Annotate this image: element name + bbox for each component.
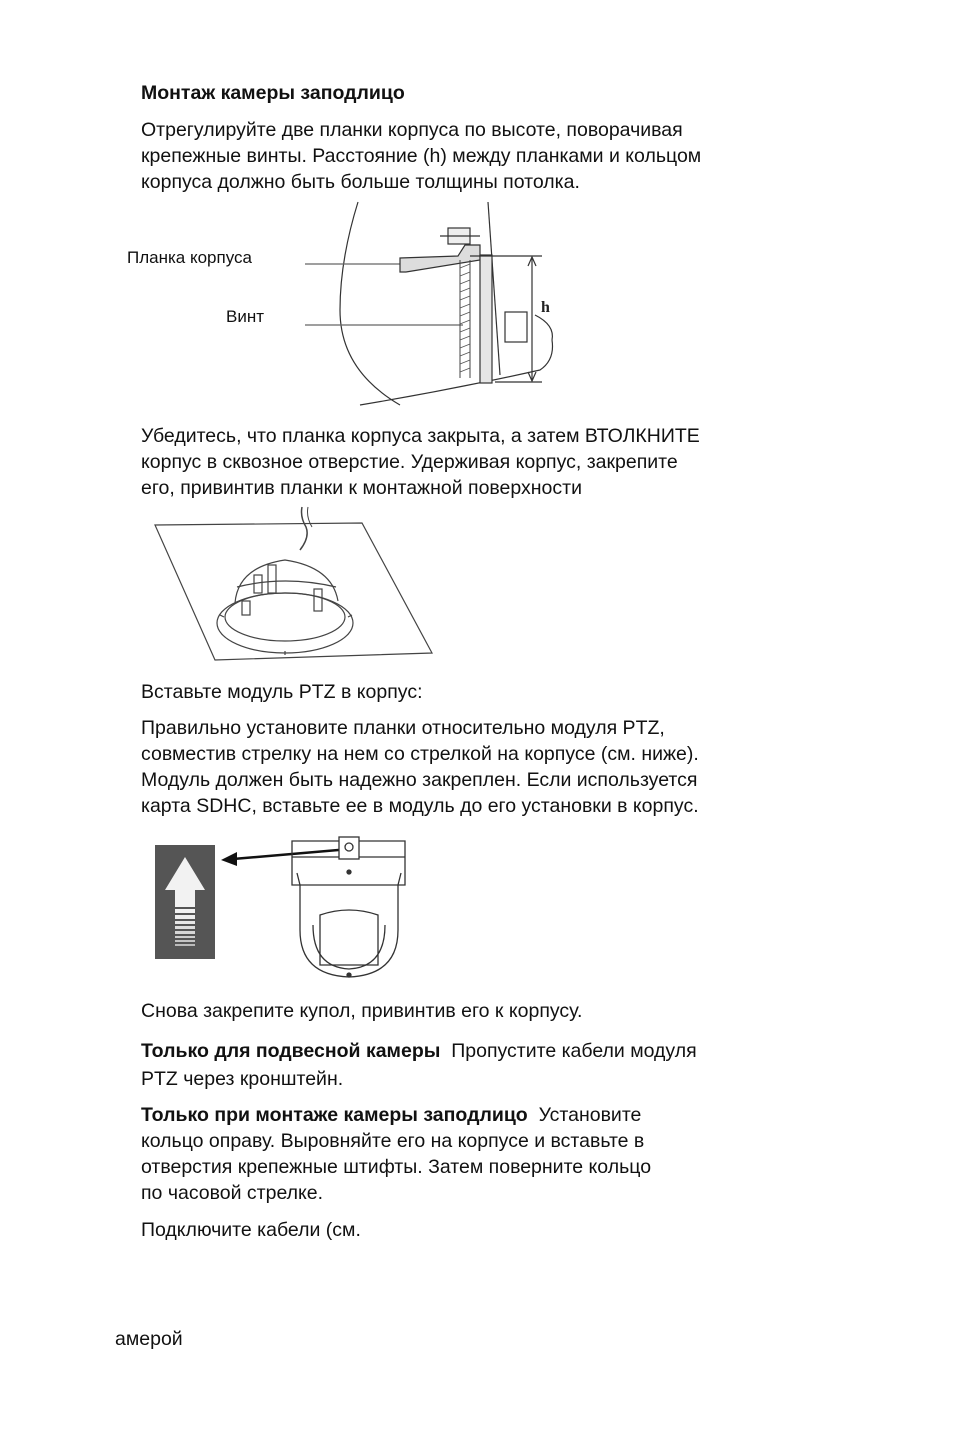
bracket-height-illustration bbox=[300, 200, 560, 410]
dimension-h-label: h bbox=[541, 299, 550, 316]
section-title: Монтаж камеры заподлицо bbox=[141, 82, 405, 104]
paragraph-line: Убедитесь, что планка корпуса закрыта, а затем ВТОЛКНИТЕ bbox=[141, 425, 700, 447]
paragraph-align-brackets bbox=[141, 715, 699, 819]
paragraph-flush-only bbox=[141, 1102, 651, 1206]
alignment-arrow-icon bbox=[155, 845, 215, 959]
paragraph-line: крепежные винты. Расстояние (h) между планками и кольцом bbox=[141, 145, 702, 167]
paragraph-line: Отрегулируйте две планки корпуса по высоте, поворачивая bbox=[141, 119, 683, 141]
pendant-only-text: Пропустите кабели модуля bbox=[451, 1040, 697, 1062]
label-housing-bracket: Планка корпуса bbox=[127, 248, 252, 267]
ptz-alignment-illustration bbox=[155, 835, 415, 985]
pendant-only-heading: Только для подвесной камеры bbox=[141, 1040, 441, 1062]
paragraph-line: Правильно установите планки относительно модуля PTZ, bbox=[141, 717, 665, 739]
paragraph-line: корпус в сквозное отверстие. Удерживая корпус, закрепите bbox=[141, 451, 678, 473]
housing-in-ceiling-illustration bbox=[150, 505, 440, 665]
paragraph-line: его, привинтив планки к монтажной поверхности bbox=[141, 477, 582, 499]
ptz-module bbox=[292, 837, 405, 977]
paragraph-line bbox=[141, 1038, 697, 1064]
paragraph-pendant-only bbox=[141, 1038, 697, 1092]
paragraph-push-housing bbox=[141, 423, 700, 501]
paragraph-reattach-dome: Снова закрепите купол, привинтив его к корпусу. bbox=[141, 1000, 583, 1022]
paragraph-line: кольцо оправу. Выровняйте его на корпусе и вставьте в bbox=[141, 1130, 645, 1152]
paragraph-line: отверстия крепежные штифты. Затем поверните кольцо bbox=[141, 1156, 652, 1178]
paragraph-line: PTZ через кронштейн. bbox=[141, 1068, 344, 1090]
paragraph-line: карта SDHC, вставьте ее в модуль до его установки в корпус. bbox=[141, 795, 699, 817]
footer-text: амерой bbox=[115, 1328, 183, 1350]
label-screw: Винт bbox=[226, 307, 265, 326]
paragraph-line: Модуль должен быть надежно закреплен. Если используется bbox=[141, 769, 698, 791]
flush-only-heading: Только при монтаже камеры заподлицо bbox=[141, 1104, 528, 1126]
paragraph-connect-cables: Подключите кабели (см. bbox=[141, 1219, 361, 1241]
paragraph-insert-ptz: Вставьте модуль PTZ в корпус: bbox=[141, 681, 423, 703]
flush-only-text: Установите bbox=[538, 1104, 642, 1126]
paragraph-line: по часовой стрелке. bbox=[141, 1182, 324, 1204]
paragraph-line: корпуса должно быть больше толщины потолка. bbox=[141, 171, 580, 193]
paragraph-line: совместив стрелку на нем со стрелкой на корпусе (см. ниже). bbox=[141, 743, 699, 765]
paragraph-adjust-brackets bbox=[141, 117, 701, 195]
paragraph-line bbox=[141, 1102, 651, 1128]
